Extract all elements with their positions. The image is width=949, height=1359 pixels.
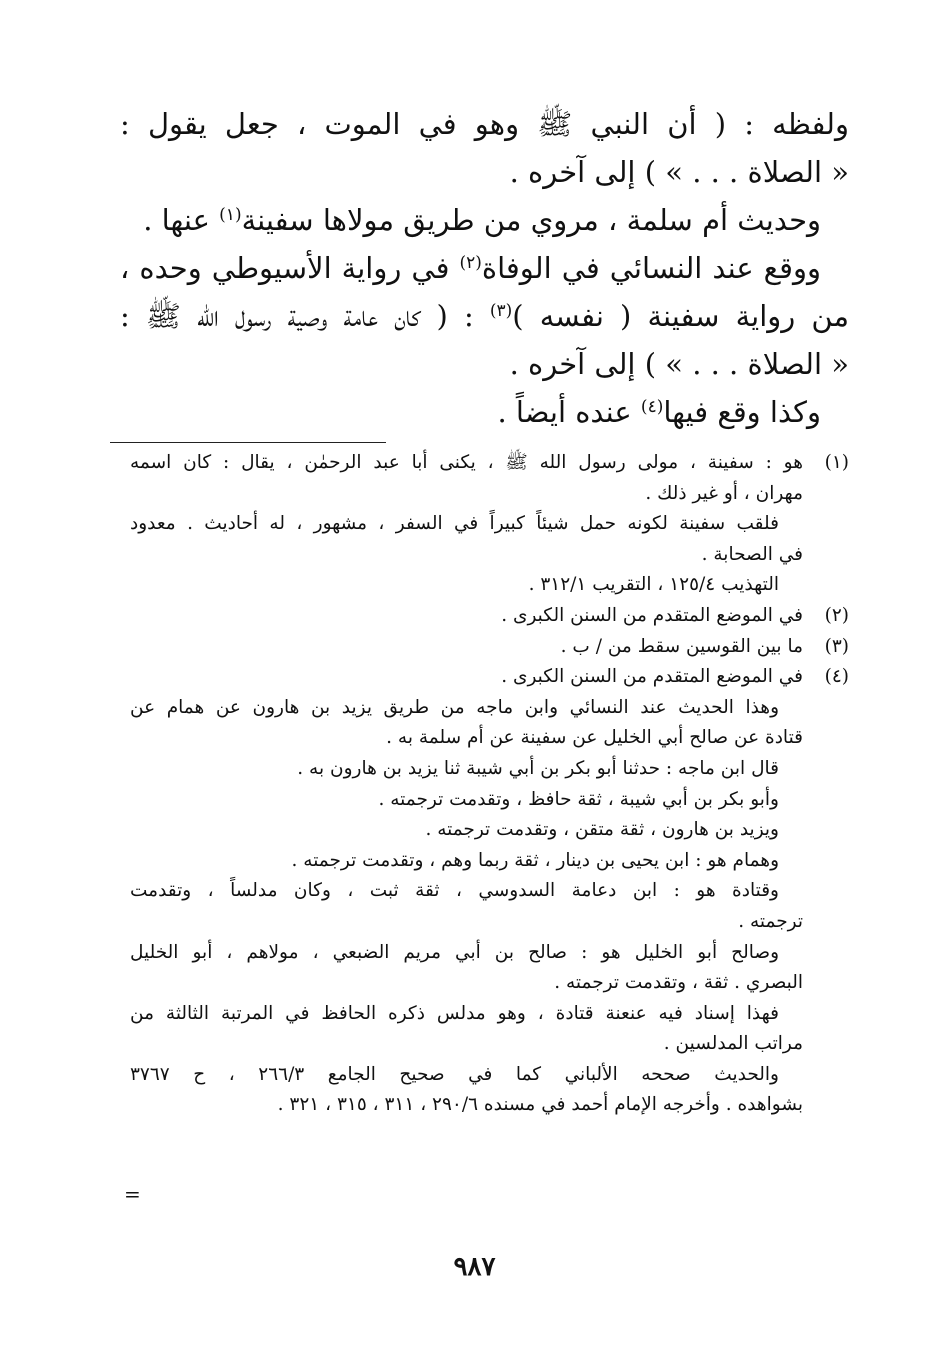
main-line-4: ووقع عند النسائي في الوفاة$^{(٢)}$ في رواية الأسيوطي وحده ، bbox=[120, 251, 821, 285]
footnote-line: ويزيد بن هارون ، ثقة متقن ، وتقدمت ترجمته . bbox=[425, 819, 779, 841]
main-text bbox=[120, 100, 849, 436]
page-number: ٩٨٧ bbox=[453, 1252, 496, 1282]
main-line-3: وحديث أم سلمة ، مروي من طريق مولاها سفينة$^{(١)}$ عنها . bbox=[143, 203, 821, 237]
footnote-line: وصالح أبو الخليل هو : صالح بن أبي مريم الضبعي ، مولاهم ، أبو الخليل bbox=[130, 941, 779, 963]
main-line-6: « الصلاة . . . » ) إلى آخره . bbox=[509, 347, 849, 381]
footnote-line: وقتادة هو : ابن دعامة السدوسي ، ثقة ثبت ، وكان مدلساً ، وتقدمت bbox=[130, 880, 779, 902]
footnote-4 bbox=[130, 662, 849, 693]
footnote-line: قال ابن ماجه : حدثنا أبو بكر بن أبي شيبة ثنا يزيد بن هارون به . bbox=[297, 757, 779, 779]
footnote-line: وأبو بكر بن أبي شيبة ، ثقة حافظ ، وتقدمت ترجمته . bbox=[378, 788, 779, 810]
footnote-line: البصري . ثقة ، وتقدمت ترجمته . bbox=[554, 972, 803, 994]
footnote-line: وهمام هو : ابن يحيى بن دينار ، ثقة ربما وهم ، وتقدمت ترجمته . bbox=[291, 849, 779, 871]
footnotes bbox=[130, 448, 849, 1121]
footnote-line: ترجمته . bbox=[738, 910, 803, 932]
main-line-1: ولفظه : ( أن النبي ﷺ وهو في الموت ، جعل يقول : bbox=[120, 107, 849, 141]
footnote-text: في الموضع المتقدم من السنن الكبرى . bbox=[501, 604, 803, 626]
main-line-7: وكذا وقع فيها$^{(٤)}$ عنده أيضاً . bbox=[497, 395, 821, 429]
footnote-text: في الموضع المتقدم من السنن الكبرى . bbox=[501, 666, 803, 688]
footnote-line: وهذا الحديث عند النسائي وابن ماجه من طريق يزيد بن هارون عن همام عن bbox=[130, 696, 779, 718]
footnote-text: هو : سفينة ، مولى رسول الله ﷺ ، يكنى أبا عبد الرحمٰن ، يقال : كان اسمه bbox=[130, 452, 803, 473]
footnote-line: مراتب المدلسين . bbox=[663, 1033, 803, 1055]
footnote-mark: (٣) bbox=[824, 635, 849, 657]
footnote-line: بشواهده . وأخرجه الإمام أحمد في مسنده ٢٩٠/٦ ، ٣١١ ، ٣١٥ ، ٣٢١ . bbox=[277, 1094, 803, 1116]
continuation-mark: = bbox=[124, 1182, 141, 1206]
footnote-mark: (٢) bbox=[824, 604, 849, 626]
footnote-line: التهذيب ١٢٥/٤ ، التقريب ٣١٢/١ . bbox=[528, 574, 779, 596]
footnote-line: فلقب سفينة لكونه حمل شيئاً كبيراً في السفر ، مشهور ، له أحاديث . معدود bbox=[130, 513, 779, 535]
footnote-2 bbox=[130, 601, 849, 632]
footnote-mark: (٤) bbox=[824, 666, 849, 688]
main-line-5: من رواية سفينة ( نفسه )$^{(٣)}$ : ( كان عامة وصية رسول الله ﷺ : bbox=[120, 299, 849, 333]
footnote-mark: (١) bbox=[824, 452, 849, 473]
footnote-line: مهران ، أو غير ذلك . bbox=[645, 482, 803, 504]
footnote-line: قتادة عن صالح أبي الخليل عن سفينة عن أم سلمة به . bbox=[386, 727, 803, 749]
footnote-line: فهذا إسناد فيه عنعنة قتادة ، وهو مدلس ذكره الحافظ في المرتبة الثالثة من bbox=[130, 1002, 779, 1024]
footnote-separator bbox=[110, 442, 386, 443]
footnote-3 bbox=[130, 632, 849, 663]
footnote-1 bbox=[130, 448, 849, 479]
footnote-text: ما بين القوسين سقط من / ب . bbox=[560, 635, 803, 657]
footnote-line: والحديث صححه الألباني كما في صحيح الجامع ٢٦٦/٣ ، ح ٣٧٦٧ bbox=[130, 1063, 779, 1085]
main-line-2: « الصلاة . . . » ) إلى آخره . bbox=[509, 155, 849, 189]
footnote-line: في الصحابة . bbox=[701, 543, 803, 565]
